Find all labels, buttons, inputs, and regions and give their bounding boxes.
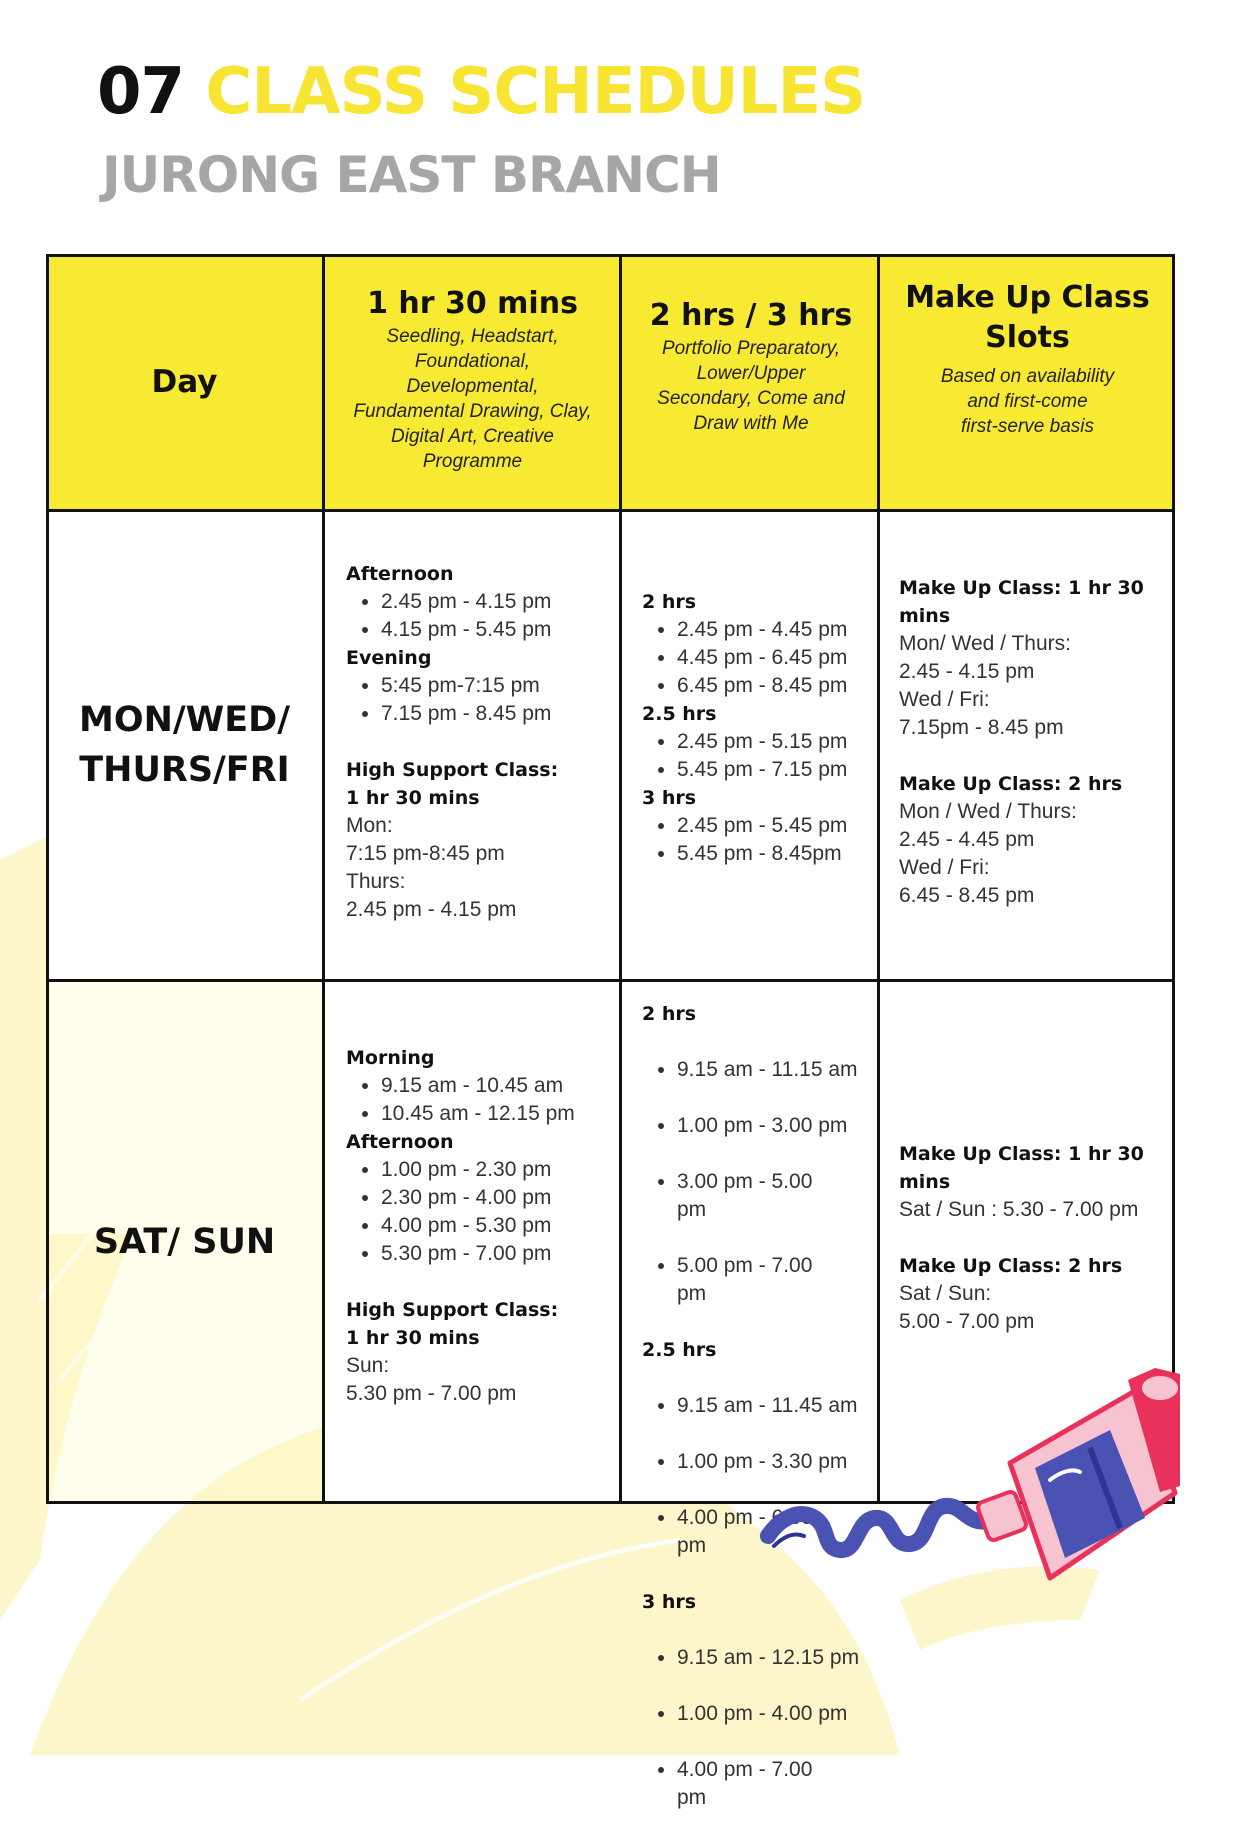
label-line: Make Up Class: 1 hr 30	[899, 1143, 1144, 1165]
evening-list	[346, 672, 616, 728]
subtitle-line: Digital Art, Creative	[391, 426, 554, 447]
list-item: • 10.45 am - 12.15 pm	[381, 1100, 616, 1128]
high-support-label: High Support Class:	[346, 1299, 559, 1321]
makeup-line: 5.00 - 7.00 pm	[899, 1310, 1035, 1333]
makeup-1hr30-label	[899, 574, 1169, 630]
column-title-day: Day	[151, 364, 218, 400]
support-line: 7:15 pm-8:45 pm	[346, 842, 505, 865]
header-cell-day	[46, 254, 323, 510]
list-item: • 2.45 pm - 5.45 pm	[677, 812, 878, 840]
day-cell-weekend	[46, 980, 323, 1504]
table-border-top	[46, 254, 1175, 257]
list-item: • 4.00 pm - 5.30 pm	[381, 1212, 616, 1240]
schedule-table	[46, 254, 1175, 1809]
2hrs-label: 2 hrs	[642, 591, 697, 613]
subtitle-line: Seedling, Headstart,	[386, 326, 559, 347]
header-cell-2hrs-3hrs	[622, 296, 880, 436]
makeup-line: 7.15pm - 8.45 pm	[899, 716, 1064, 739]
subtitle-line: Programme	[422, 451, 523, 472]
list-item: • 9.15 am - 12.15 pm	[677, 1644, 872, 1672]
paint-tube-icon	[760, 1368, 1180, 1598]
subtitle-line: Based on availability	[940, 366, 1115, 387]
afternoon-label: Afternoon	[346, 1131, 454, 1153]
list-item: • 1.00 pm - 2.30 pm	[381, 1156, 616, 1184]
list-item: • 4.15 pm - 5.45 pm	[381, 616, 616, 644]
support-line: Thurs:	[346, 870, 406, 893]
list-item: • 2.30 pm - 4.00 pm	[381, 1184, 616, 1212]
section-number: 07	[97, 55, 185, 129]
branch-subtitle: JURONG EAST BRANCH	[102, 146, 721, 204]
morning-list	[346, 1072, 616, 1128]
support-line: Mon:	[346, 814, 393, 837]
support-line: 2.45 pm - 4.15 pm	[346, 898, 517, 921]
list-item: • 5:45 pm-7:15 pm	[381, 672, 616, 700]
column-subtitle-makeup	[880, 364, 1175, 439]
weekday-1hr30-slots	[346, 560, 616, 924]
subtitle-line: first-serve basis	[960, 416, 1095, 437]
list-item: • 1.00 pm - 4.00 pm	[677, 1700, 872, 1728]
weekend-1hr30-slots	[346, 1044, 616, 1408]
2hrs-list	[642, 1028, 872, 1336]
makeup-line: 6.45 - 8.45 pm	[899, 884, 1035, 907]
2hrs-label: 2 hrs	[642, 1003, 697, 1025]
table-border-right	[1172, 254, 1175, 1504]
list-item: • 5.45 pm - 7.15 pm	[677, 756, 878, 784]
makeup-line: 2.45 - 4.15 pm	[899, 660, 1035, 683]
list-item: • 5.00 pm - 7.00 pm	[677, 1252, 872, 1308]
subtitle-line: Developmental,	[406, 376, 539, 397]
table-divider-header	[46, 509, 1175, 512]
weekday-makeup-slots	[899, 574, 1169, 910]
makeup-line: Wed / Fri:	[899, 688, 990, 711]
column-divider	[322, 254, 325, 1504]
high-support-label: High Support Class:	[346, 759, 559, 781]
list-item: • 1.00 pm - 3.00 pm	[677, 1112, 872, 1140]
subtitle-line: Portfolio Preparatory,	[661, 338, 841, 359]
title-line: Make Up Class	[905, 280, 1150, 315]
morning-label: Morning	[346, 1047, 435, 1069]
list-item: • 9.15 am - 11.15 am	[677, 1056, 872, 1084]
subtitle-line: Draw with Me	[693, 413, 809, 434]
page-heading	[97, 52, 865, 132]
2-5hrs-label: 2.5 hrs	[642, 703, 717, 725]
3hrs-list	[642, 812, 878, 868]
column-title-1hr30: 1 hr 30 mins	[367, 286, 578, 321]
list-item: • 5.30 pm - 7.00 pm	[381, 1240, 616, 1268]
subtitle-line: and first-come	[967, 391, 1088, 412]
list-item: • 2.45 pm - 4.45 pm	[677, 616, 878, 644]
table-divider-row	[46, 979, 1175, 982]
header-cell-1hr30	[323, 284, 622, 474]
high-support-duration: 1 hr 30 mins	[346, 1327, 480, 1349]
list-item: • 5.45 pm - 8.45pm	[677, 840, 878, 868]
subtitle-line: Lower/Upper	[696, 363, 806, 384]
high-support-duration: 1 hr 30 mins	[346, 787, 480, 809]
list-item: • 4.00 pm - 6.30 pm	[677, 1504, 872, 1560]
column-title-2hrs-3hrs: 2 hrs / 3 hrs	[649, 298, 853, 333]
weekday-2hrs-3hrs-slots	[642, 588, 878, 868]
day-label-weekday	[79, 695, 290, 795]
list-item: • 4.00 pm - 7.00 pm	[677, 1756, 872, 1812]
2hrs-list	[642, 616, 878, 700]
3hrs-label: 3 hrs	[642, 787, 697, 809]
label-line: mins	[899, 1171, 951, 1193]
list-item: • 7.15 pm - 8.45 pm	[381, 700, 616, 728]
day-line: THURS/FRI	[79, 750, 290, 790]
column-title-makeup	[880, 278, 1175, 358]
list-item: • 3.00 pm - 5.00 pm	[677, 1168, 872, 1224]
column-subtitle-1hr30	[323, 324, 622, 474]
afternoon-label: Afternoon	[346, 563, 454, 585]
list-item: • 4.45 pm - 6.45 pm	[677, 644, 878, 672]
header-cell-makeup	[880, 278, 1175, 439]
3hrs-label: 3 hrs	[642, 1591, 697, 1613]
makeup-1hr30-label	[899, 1140, 1169, 1196]
makeup-line: Mon / Wed / Thurs:	[899, 800, 1077, 823]
3hrs-list	[642, 1616, 872, 1840]
label-line: mins	[899, 605, 951, 627]
makeup-line: Mon/ Wed / Thurs:	[899, 632, 1071, 655]
evening-label: Evening	[346, 647, 432, 669]
subtitle-line: Fundamental Drawing, Clay,	[353, 401, 592, 422]
list-item: • 9.15 am - 11.45 am	[677, 1392, 872, 1420]
column-divider	[619, 254, 622, 1504]
page-title: CLASS SCHEDULES	[205, 55, 866, 129]
title-line: Slots	[985, 320, 1070, 355]
column-subtitle-2hrs-3hrs	[622, 336, 880, 436]
makeup-2hrs-label: Make Up Class: 2 hrs	[899, 1255, 1123, 1277]
list-item: • 2.45 pm - 4.15 pm	[381, 588, 616, 616]
label-line: Make Up Class: 1 hr 30	[899, 577, 1144, 599]
day-line: MON/WED/	[78, 700, 290, 740]
afternoon-list	[346, 1156, 616, 1268]
makeup-2hrs-label: Make Up Class: 2 hrs	[899, 773, 1123, 795]
list-item: • 1.00 pm - 3.30 pm	[677, 1448, 872, 1476]
support-line: Sun:	[346, 1354, 390, 1377]
afternoon-list	[346, 588, 616, 644]
makeup-line: 2.45 - 4.45 pm	[899, 828, 1035, 851]
weekend-makeup-slots	[899, 1140, 1169, 1336]
2-5hrs-list	[642, 728, 878, 784]
makeup-line: Wed / Fri:	[899, 856, 990, 879]
subtitle-line: Secondary, Come and	[657, 388, 845, 409]
makeup-line: Sat / Sun:	[899, 1282, 992, 1305]
list-item: • 9.15 am - 10.45 am	[381, 1072, 616, 1100]
table-border-left	[46, 254, 49, 1504]
day-label-weekend: SAT/ SUN	[93, 1222, 276, 1262]
makeup-line: Sat / Sun : 5.30 - 7.00 pm	[899, 1198, 1139, 1221]
support-line: 5.30 pm - 7.00 pm	[346, 1382, 517, 1405]
list-item: • 6.45 pm - 8.45 pm	[677, 672, 878, 700]
day-cell-weekday	[46, 510, 323, 980]
subtitle-line: Foundational,	[414, 351, 531, 372]
list-item: • 2.45 pm - 5.15 pm	[677, 728, 878, 756]
2-5hrs-label: 2.5 hrs	[642, 1339, 717, 1361]
column-divider	[877, 254, 880, 1504]
